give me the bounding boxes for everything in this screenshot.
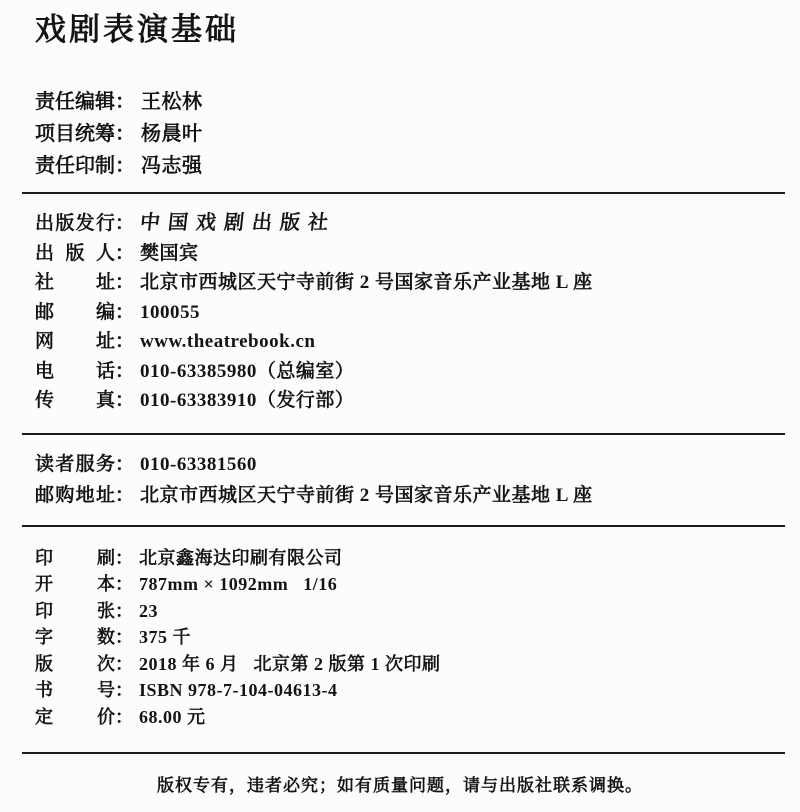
field-label: 邮编 <box>35 301 115 323</box>
field-label: 印张 <box>35 600 115 621</box>
field-row <box>35 651 780 678</box>
field-label: 网址 <box>35 331 115 352</box>
colon: ： <box>115 627 133 647</box>
field-label: 出版发行 <box>35 213 115 234</box>
colon: ： <box>115 91 135 113</box>
colon: ： <box>115 547 133 568</box>
field-label: 责任编辑 <box>35 91 115 113</box>
field-value: 100055 <box>140 301 201 323</box>
field-row <box>35 624 780 651</box>
field-row <box>35 327 780 357</box>
field-label: 开本 <box>35 574 115 594</box>
book-title: 戏剧表演基础 <box>35 12 239 47</box>
field-label: 项目统筹 <box>35 123 115 145</box>
field-label: 邮购地址 <box>35 484 115 506</box>
colon: ： <box>115 390 135 411</box>
field-value: ISBN 978-7-104-04613-4 <box>139 680 338 700</box>
colon: ： <box>115 653 133 674</box>
field-row <box>35 571 780 598</box>
colon: ： <box>115 331 135 352</box>
field-value: 2018 年 6 月 北京第 2 版第 1 次印刷 <box>139 653 441 674</box>
field-row <box>35 480 780 511</box>
field-value: 杨晨叶 <box>141 123 203 145</box>
field-label: 字数 <box>35 627 115 647</box>
field-label: 社址 <box>35 272 115 293</box>
field-label: 电话 <box>35 360 115 382</box>
colon: ： <box>115 360 135 382</box>
field-row <box>35 704 780 731</box>
field-row <box>35 598 780 625</box>
staff-section <box>35 86 780 182</box>
field-value: 冯志强 <box>141 155 203 177</box>
field-row <box>35 86 780 118</box>
field-value: 北京市西城区天宁寺前街 2 号国家音乐产业基地 L 座 <box>140 272 593 293</box>
colophon-page <box>0 12 800 812</box>
divider <box>22 192 785 194</box>
field-row <box>35 268 780 298</box>
field-row <box>35 208 780 239</box>
field-value: 010-63385980（总编室） <box>140 360 355 382</box>
colon: ： <box>115 600 133 621</box>
colon: ： <box>115 123 135 145</box>
field-row <box>35 118 780 150</box>
field-row <box>35 357 780 387</box>
field-row <box>35 298 780 328</box>
colon: ： <box>115 213 135 234</box>
field-label: 出版人 <box>35 242 115 264</box>
field-label: 传真 <box>35 390 115 411</box>
field-value: 375 千 <box>139 627 191 647</box>
field-value: 王松林 <box>141 91 203 113</box>
field-label: 责任印制 <box>35 155 115 177</box>
field-value: 010-63383910（发行部） <box>140 390 355 411</box>
field-row <box>35 449 780 480</box>
colon: ： <box>115 453 135 475</box>
printing-section <box>35 545 780 731</box>
field-row <box>35 677 780 704</box>
field-value: 68.00 元 <box>139 706 206 727</box>
colon: ： <box>115 242 135 264</box>
colon: ： <box>115 706 133 727</box>
field-value: www.theatrebook.cn <box>140 331 316 352</box>
field-value: 787mm × 1092mm 1/16 <box>139 574 338 594</box>
colon: ： <box>115 272 135 293</box>
colon: ： <box>115 155 135 177</box>
field-value: 北京市西城区天宁寺前街 2 号国家音乐产业基地 L 座 <box>140 484 593 506</box>
field-label: 书号 <box>35 680 115 700</box>
field-value: 樊国宾 <box>140 242 199 264</box>
field-row <box>35 386 780 416</box>
reader-service-section <box>35 449 780 511</box>
field-value: 北京鑫海达印刷有限公司 <box>139 547 343 568</box>
copyright-notice: 版权专有，违者必究；如有质量问题，请与出版社联系调换。 <box>157 776 643 795</box>
divider <box>22 433 785 435</box>
colon: ： <box>115 574 133 594</box>
field-label: 读者服务 <box>35 453 115 475</box>
divider <box>22 752 785 754</box>
publisher-section <box>35 208 780 416</box>
colon: ： <box>115 301 135 323</box>
colon: ： <box>115 484 135 506</box>
field-value: 23 <box>139 600 158 621</box>
field-value: 010-63381560 <box>140 453 257 475</box>
colon: ： <box>115 680 133 700</box>
field-row <box>35 239 780 269</box>
field-row <box>35 545 780 572</box>
publisher-logo: 中国戏剧出版社 <box>138 210 338 234</box>
field-row <box>35 150 780 182</box>
divider <box>22 525 785 527</box>
field-label: 定价 <box>35 706 115 727</box>
field-label: 印刷 <box>35 547 115 568</box>
field-label: 版次 <box>35 653 115 674</box>
